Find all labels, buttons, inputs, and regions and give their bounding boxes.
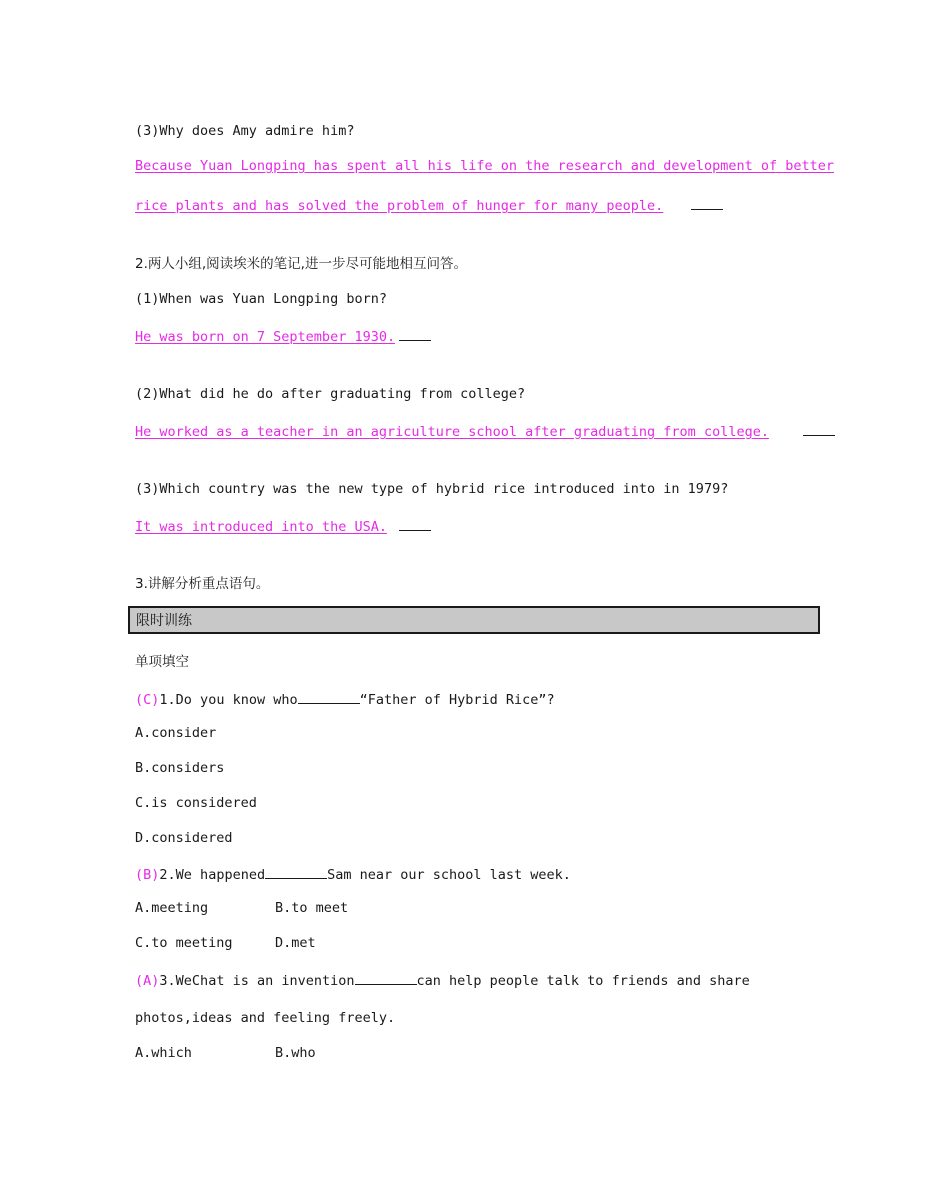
mc-1-blank [298, 689, 360, 704]
mc-3-stem [135, 970, 750, 990]
mc-2-option-b: B.to meet [275, 900, 349, 916]
mc-1-answer: C [143, 692, 152, 708]
s2-answer-2: He worked as a teacher in an agriculture school after graduating from college. [135, 424, 769, 440]
timed-training-title: 限时训练 [136, 613, 192, 629]
mc-3-stem-after: can help people talk to friends and share [416, 973, 750, 989]
q3-question: (3)Why does Amy admire him? [135, 123, 355, 139]
mc-1-stem-before: 1.Do you know who [159, 692, 298, 708]
s2-question-3: (3)Which country was the new type of hybrid rice introduced into in 1979? [135, 481, 729, 497]
single-choice-title: 单项填空 [135, 654, 189, 670]
mc-2-answer: B [143, 867, 152, 883]
mc-3-blank [355, 970, 417, 985]
s2-answer-3-row [135, 516, 431, 536]
mc-3-open-paren: ( [135, 973, 144, 989]
mc-3-stem-before: 3.WeChat is an invention [159, 973, 355, 989]
mc-3-answer: A [143, 973, 152, 989]
s2-question-2: (2)What did he do after graduating from college? [135, 386, 526, 402]
mc-3-close-paren: ) [151, 973, 160, 989]
mc-1-close-paren: ) [151, 692, 160, 708]
s2-answer-2-row [135, 421, 835, 441]
q3-answer-line2: rice plants and has solved the problem of hunger for many people. [135, 198, 664, 214]
mc-2-option-a: A.meeting [135, 900, 209, 916]
section2-heading: 2.两人小组,阅读埃米的笔记,进一步尽可能地相互问答。 [135, 256, 467, 272]
mc-3-stem-line2: photos,ideas and feeling freely. [135, 1010, 396, 1026]
mc-2-blank [265, 864, 327, 879]
mc-1-option-a: A.consider [135, 725, 217, 741]
mc-1-stem-after: “Father of Hybrid Rice”? [359, 692, 555, 708]
mc-3-option-b: B.who [275, 1045, 316, 1061]
answer-blank [691, 195, 723, 210]
mc-1-option-c: C.is considered [135, 795, 257, 811]
timed-training-bar [128, 606, 820, 634]
s2-answer-1-row [135, 326, 431, 346]
q3-answer-line1: Because Yuan Longping has spent all his life on the research and development of better [135, 158, 834, 174]
section3-heading: 3.讲解分析重点语句。 [135, 576, 270, 592]
mc-2-stem [135, 864, 571, 884]
answer-blank [803, 421, 835, 436]
mc-1-option-b: B.considers [135, 760, 225, 776]
mc-3-option-a: A.which [135, 1045, 192, 1061]
mc-1-open-paren: ( [135, 692, 144, 708]
mc-1-stem [135, 689, 555, 709]
s2-answer-3: It was introduced into the USA. [135, 519, 387, 535]
answer-blank [399, 326, 431, 341]
mc-2-stem-after: Sam near our school last week. [327, 867, 571, 883]
mc-2-option-d: D.met [275, 935, 316, 951]
mc-2-option-c: C.to meeting [135, 935, 233, 951]
mc-2-close-paren: ) [151, 867, 160, 883]
answer-blank [399, 516, 431, 531]
mc-2-stem-before: 2.We happened [159, 867, 266, 883]
mc-1-option-d: D.considered [135, 830, 233, 846]
s2-question-1: (1)When was Yuan Longping born? [135, 291, 387, 307]
q3-answer-line2-row [135, 195, 723, 215]
s2-answer-1: He was born on 7 September 1930. [135, 329, 396, 345]
mc-2-open-paren: ( [135, 867, 144, 883]
